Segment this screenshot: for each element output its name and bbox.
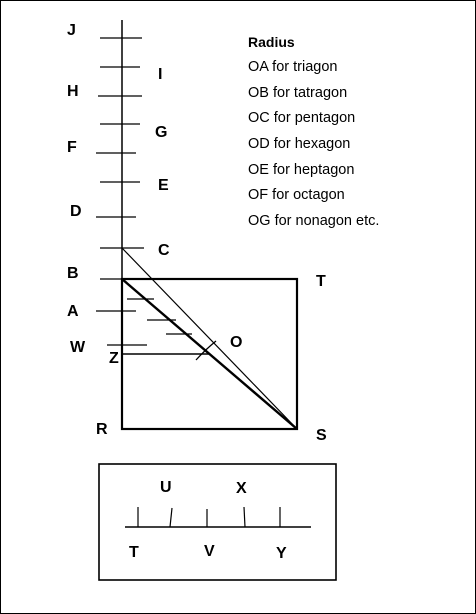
label-x: X	[236, 480, 247, 497]
label-z: Z	[109, 350, 119, 367]
legend	[248, 34, 379, 229]
label-h: H	[67, 83, 79, 100]
label-y: Y	[276, 545, 287, 562]
label-c: C	[158, 242, 170, 259]
label-d: D	[70, 203, 82, 220]
label-e: E	[158, 177, 169, 194]
label-b: B	[67, 265, 79, 282]
legend-line: OC for pentagon	[248, 110, 356, 126]
label-u: U	[160, 479, 172, 496]
hatch-ticks	[127, 299, 192, 334]
label-g: G	[155, 124, 168, 141]
label-j: J	[67, 22, 76, 39]
legend-line: OE for heptagon	[248, 162, 355, 178]
label-r: R	[96, 421, 108, 438]
label-t-square: T	[316, 273, 326, 290]
line-cs	[122, 248, 297, 429]
legend-line: OD for hexagon	[248, 136, 351, 152]
label-w: W	[70, 339, 86, 356]
label-a: A	[67, 303, 79, 320]
scale-labels	[67, 22, 170, 367]
label-v: V	[204, 543, 215, 560]
label-f: F	[67, 139, 77, 156]
legend-line: OA for triagon	[248, 59, 338, 75]
legend-title: Radius	[248, 34, 295, 50]
legend-line: OG for nonagon etc.	[248, 213, 380, 229]
label-i: I	[158, 66, 163, 83]
bottom-tick	[244, 507, 245, 527]
label-t-bottom: T	[129, 544, 139, 561]
legend-line: OB for tatragon	[248, 85, 348, 101]
legend-line: OF for octagon	[248, 187, 345, 203]
label-o: O	[230, 334, 243, 351]
bottom-box	[99, 464, 336, 580]
bottom-tick	[170, 508, 172, 527]
bottom-scale-ticks	[138, 507, 280, 527]
label-s: S	[316, 427, 327, 444]
